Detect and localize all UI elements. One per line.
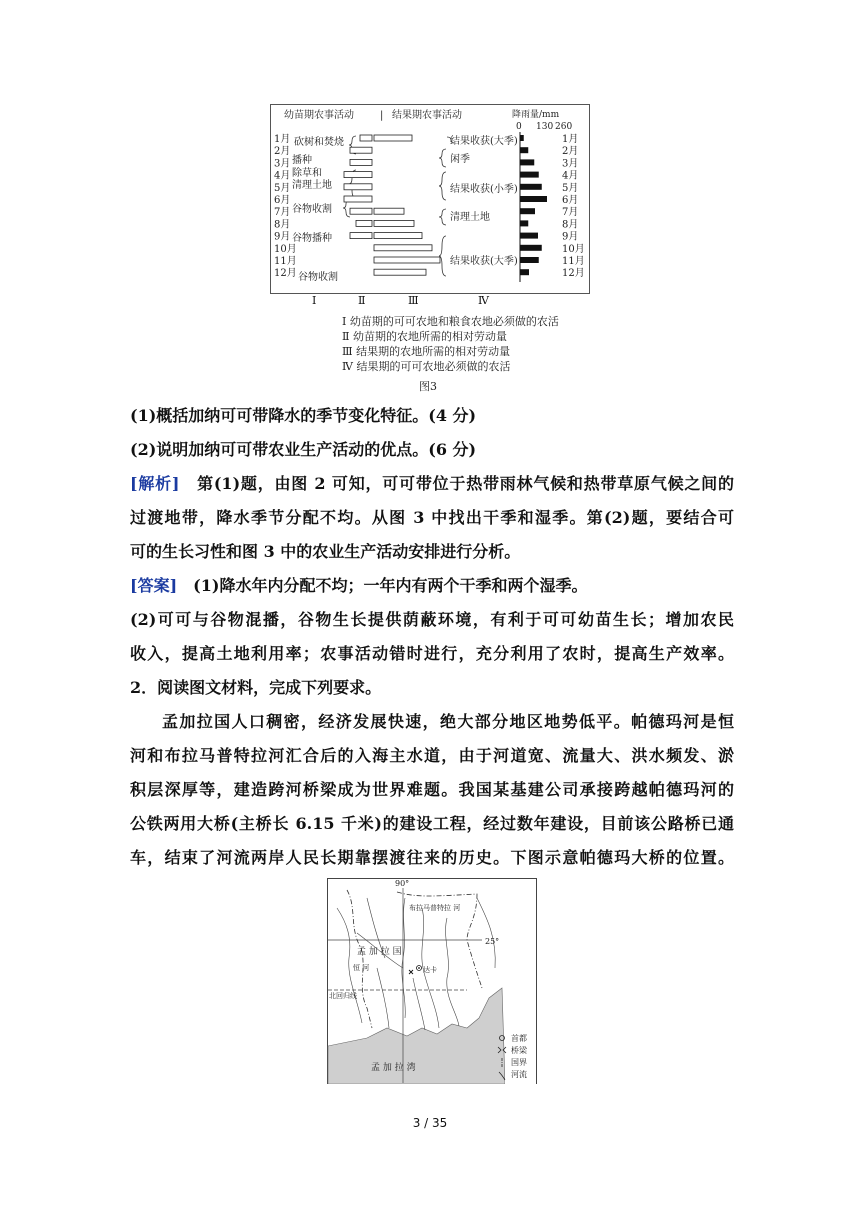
- left-activity-3: 除草和: [292, 168, 322, 179]
- month-left-3: 3月: [274, 158, 291, 170]
- rainfall-bar-12: [520, 269, 529, 275]
- axis-label-2: Ⅱ: [358, 294, 366, 307]
- right-activity-2: 闲季: [450, 154, 470, 165]
- rainfall-bar-1: [520, 135, 524, 141]
- analysis-line-2: 过渡地带，降水季节分配不均。从图 3 中找出干季和湿季。第(2)题，要结合可: [130, 508, 734, 527]
- legend-item-2: Ⅱ 幼苗期的农地所需的相对劳动量: [342, 330, 507, 343]
- right-activity-3: 结果收获(小季): [450, 184, 518, 195]
- rain-tick-0: 0: [516, 122, 522, 132]
- rain-tick-1: 130: [536, 122, 554, 132]
- labor-bar-fruiting-12: [374, 269, 426, 275]
- month-right-8: 8月: [562, 219, 579, 231]
- river-label: 布拉马普特拉 河: [409, 904, 461, 912]
- page-number: 3 / 35: [412, 1116, 448, 1130]
- figure-3-chart: [270, 104, 590, 294]
- labor-bar-seedling-5: [344, 184, 372, 190]
- material-line-3: 积层深厚等，建造跨河桥梁成为世界难题。我国某基建公司承接跨越帕德玛河的: [130, 780, 734, 799]
- month-right-5: 5月: [562, 182, 579, 194]
- answer-line-2: (2)可可与谷物混播，谷物生长提供荫蔽环境，有利于可可幼苗生长；增加农民: [130, 610, 734, 629]
- month-right-11: 11月: [562, 256, 585, 267]
- month-right-6: 6月: [562, 195, 579, 206]
- left-activity-4: 清理土地: [292, 180, 332, 191]
- month-right-12: 12月: [562, 268, 585, 280]
- month-left-5: 5月: [274, 182, 291, 194]
- labor-bar-seedling-2: [350, 147, 372, 153]
- legend-item-3: Ⅲ 结果期的农地所需的相对劳动量: [342, 345, 511, 358]
- month-right-9: 9月: [562, 231, 579, 243]
- labor-bar-fruiting-9: [374, 233, 422, 239]
- labor-bar-seedling-8: [356, 220, 372, 226]
- map-legend-1: 首都: [511, 1034, 527, 1043]
- answer-line-3: 收入，提高土地利用率；农事活动错时进行，充分利用了农时，提高生产效率。: [130, 644, 734, 663]
- right-activity-1: 结果收获(大季): [450, 136, 518, 147]
- lat-label: 25°: [485, 937, 500, 946]
- month-left-12: 12月: [274, 268, 297, 280]
- labor-bar-fruiting-8: [374, 220, 414, 226]
- map-legend-2: 桥梁: [511, 1046, 527, 1055]
- bay-label: 孟 加 拉 湾: [371, 1063, 416, 1073]
- month-left-2: 2月: [274, 146, 291, 158]
- answer-tag: [答案]: [130, 576, 178, 595]
- rain-tick-2: 260: [555, 122, 573, 132]
- labor-bar-seedling-4: [344, 172, 372, 178]
- labor-bar-fruiting-7: [374, 208, 404, 214]
- labor-bar-seedling-9: [350, 233, 372, 239]
- country-label: 孟 加 拉 国: [357, 947, 402, 957]
- month-left-10: 10月: [274, 243, 297, 255]
- month-right-1: 1月: [562, 134, 579, 145]
- answer-text-1: (1)降水年内分配不均；一年内有两个干季和两个湿季。: [193, 576, 588, 595]
- labor-bar-seedling-1: [360, 135, 372, 141]
- analysis-line-3: 可的生长习性和图 3 中的农业生产活动安排进行分析。: [130, 542, 521, 561]
- header-right: 结果期农事活动: [392, 110, 462, 121]
- question-2: (2)说明加纳可可带农业生产活动的优点。(6 分): [130, 440, 477, 459]
- header-rain: 降雨量/mm: [512, 110, 560, 120]
- analysis-text-1: 第(1)题，由图 2 可知，可可带位于热带雨林气候和热带草原气候之间的: [197, 474, 734, 493]
- month-left-9: 9月: [274, 231, 291, 243]
- analysis-line-1: [130, 473, 734, 495]
- map-legend-3: 国界: [511, 1058, 527, 1067]
- rainfall-bar-2: [520, 147, 528, 153]
- material-line-2: 河和布拉马普特拉河汇合后的入海主水道，由于河道宽、流量大、洪水频发、淤: [130, 746, 734, 765]
- rainfall-bar-9: [520, 233, 538, 239]
- labor-bar-seedling-6: [344, 196, 372, 202]
- month-right-3: 3月: [562, 158, 579, 170]
- axis-label-3: Ⅲ: [408, 294, 419, 307]
- lon-label: 90°: [395, 879, 410, 888]
- rainfall-bar-11: [520, 257, 539, 263]
- map-legend-4: 河流: [511, 1070, 527, 1079]
- left-activity-5: 谷物收割: [292, 204, 332, 215]
- city-label: 达卡: [423, 966, 437, 974]
- analysis-tag: [解析]: [130, 474, 180, 493]
- question-1: (1)概括加纳可可带降水的季节变化特征。(4 分): [130, 406, 477, 425]
- labor-bar-fruiting-11: [374, 257, 440, 263]
- month-right-2: 2月: [562, 146, 579, 158]
- month-left-7: 7月: [274, 207, 291, 219]
- figure-3-legend: [342, 314, 559, 374]
- left-activity-6: 谷物播种: [292, 233, 332, 244]
- labor-bar-seedling-3: [350, 159, 372, 165]
- left-activity-1: 砍树和焚烧: [294, 137, 344, 148]
- rainfall-bar-4: [520, 172, 539, 178]
- month-right-4: 4月: [562, 170, 579, 182]
- rainfall-bar-7: [520, 208, 535, 214]
- right-activity-4: 清理土地: [450, 212, 490, 223]
- question-2-title: 2．阅读图文材料，完成下列要求。: [130, 678, 382, 697]
- rainfall-bar-5: [520, 184, 542, 190]
- left-activity-7: 谷物收割: [298, 272, 338, 283]
- rainfall-bar-8: [520, 220, 528, 226]
- rainfall-bar-6: [520, 196, 547, 202]
- month-left-11: 11月: [274, 256, 297, 267]
- month-right-7: 7月: [562, 207, 579, 219]
- material-line-1: 孟加拉国人口稠密，经济发展快速，绝大部分地区地势低平。帕德玛河是恒: [162, 712, 734, 731]
- right-activity-5: 结果收获(大季): [450, 256, 518, 267]
- axis-label-4: Ⅳ: [478, 294, 489, 307]
- river2-label: 恒 河: [353, 964, 370, 972]
- labor-bar-seedling-7: [350, 208, 372, 214]
- answer-line-1: [130, 575, 734, 597]
- padma-bridge-map: [327, 878, 537, 1084]
- legend-item-1: Ⅰ 幼苗期的可可农地和粮食农地必须做的农活: [342, 315, 559, 328]
- labor-bar-fruiting-1: [374, 135, 412, 141]
- header-sep: |: [380, 110, 384, 121]
- legend-item-4: Ⅳ 结果期的可可农地必须做的农活: [342, 360, 511, 373]
- month-left-4: 4月: [274, 170, 291, 182]
- tropic-label: 北回归线: [329, 992, 357, 1000]
- left-activity-2: 播种: [292, 155, 312, 166]
- material-line-5: 车，结束了河流两岸人民长期靠摆渡往来的历史。下图示意帕德玛大桥的位置。: [130, 848, 734, 867]
- header-left: 幼苗期农事活动: [284, 110, 354, 121]
- month-left-6: 6月: [274, 195, 291, 206]
- axis-label-1: Ⅰ: [312, 294, 317, 307]
- labor-bar-fruiting-10: [374, 245, 432, 251]
- material-line-4: 公铁两用大桥(主桥长 6.15 千米)的建设工程，经过数年建设，目前该公路桥已通: [130, 814, 734, 833]
- rainfall-bar-10: [520, 245, 542, 251]
- month-right-10: 10月: [562, 243, 585, 255]
- figure-3-caption: 图3: [419, 380, 437, 393]
- month-left-8: 8月: [274, 219, 291, 231]
- rainfall-bar-3: [520, 159, 534, 165]
- month-left-1: 1月: [274, 134, 291, 145]
